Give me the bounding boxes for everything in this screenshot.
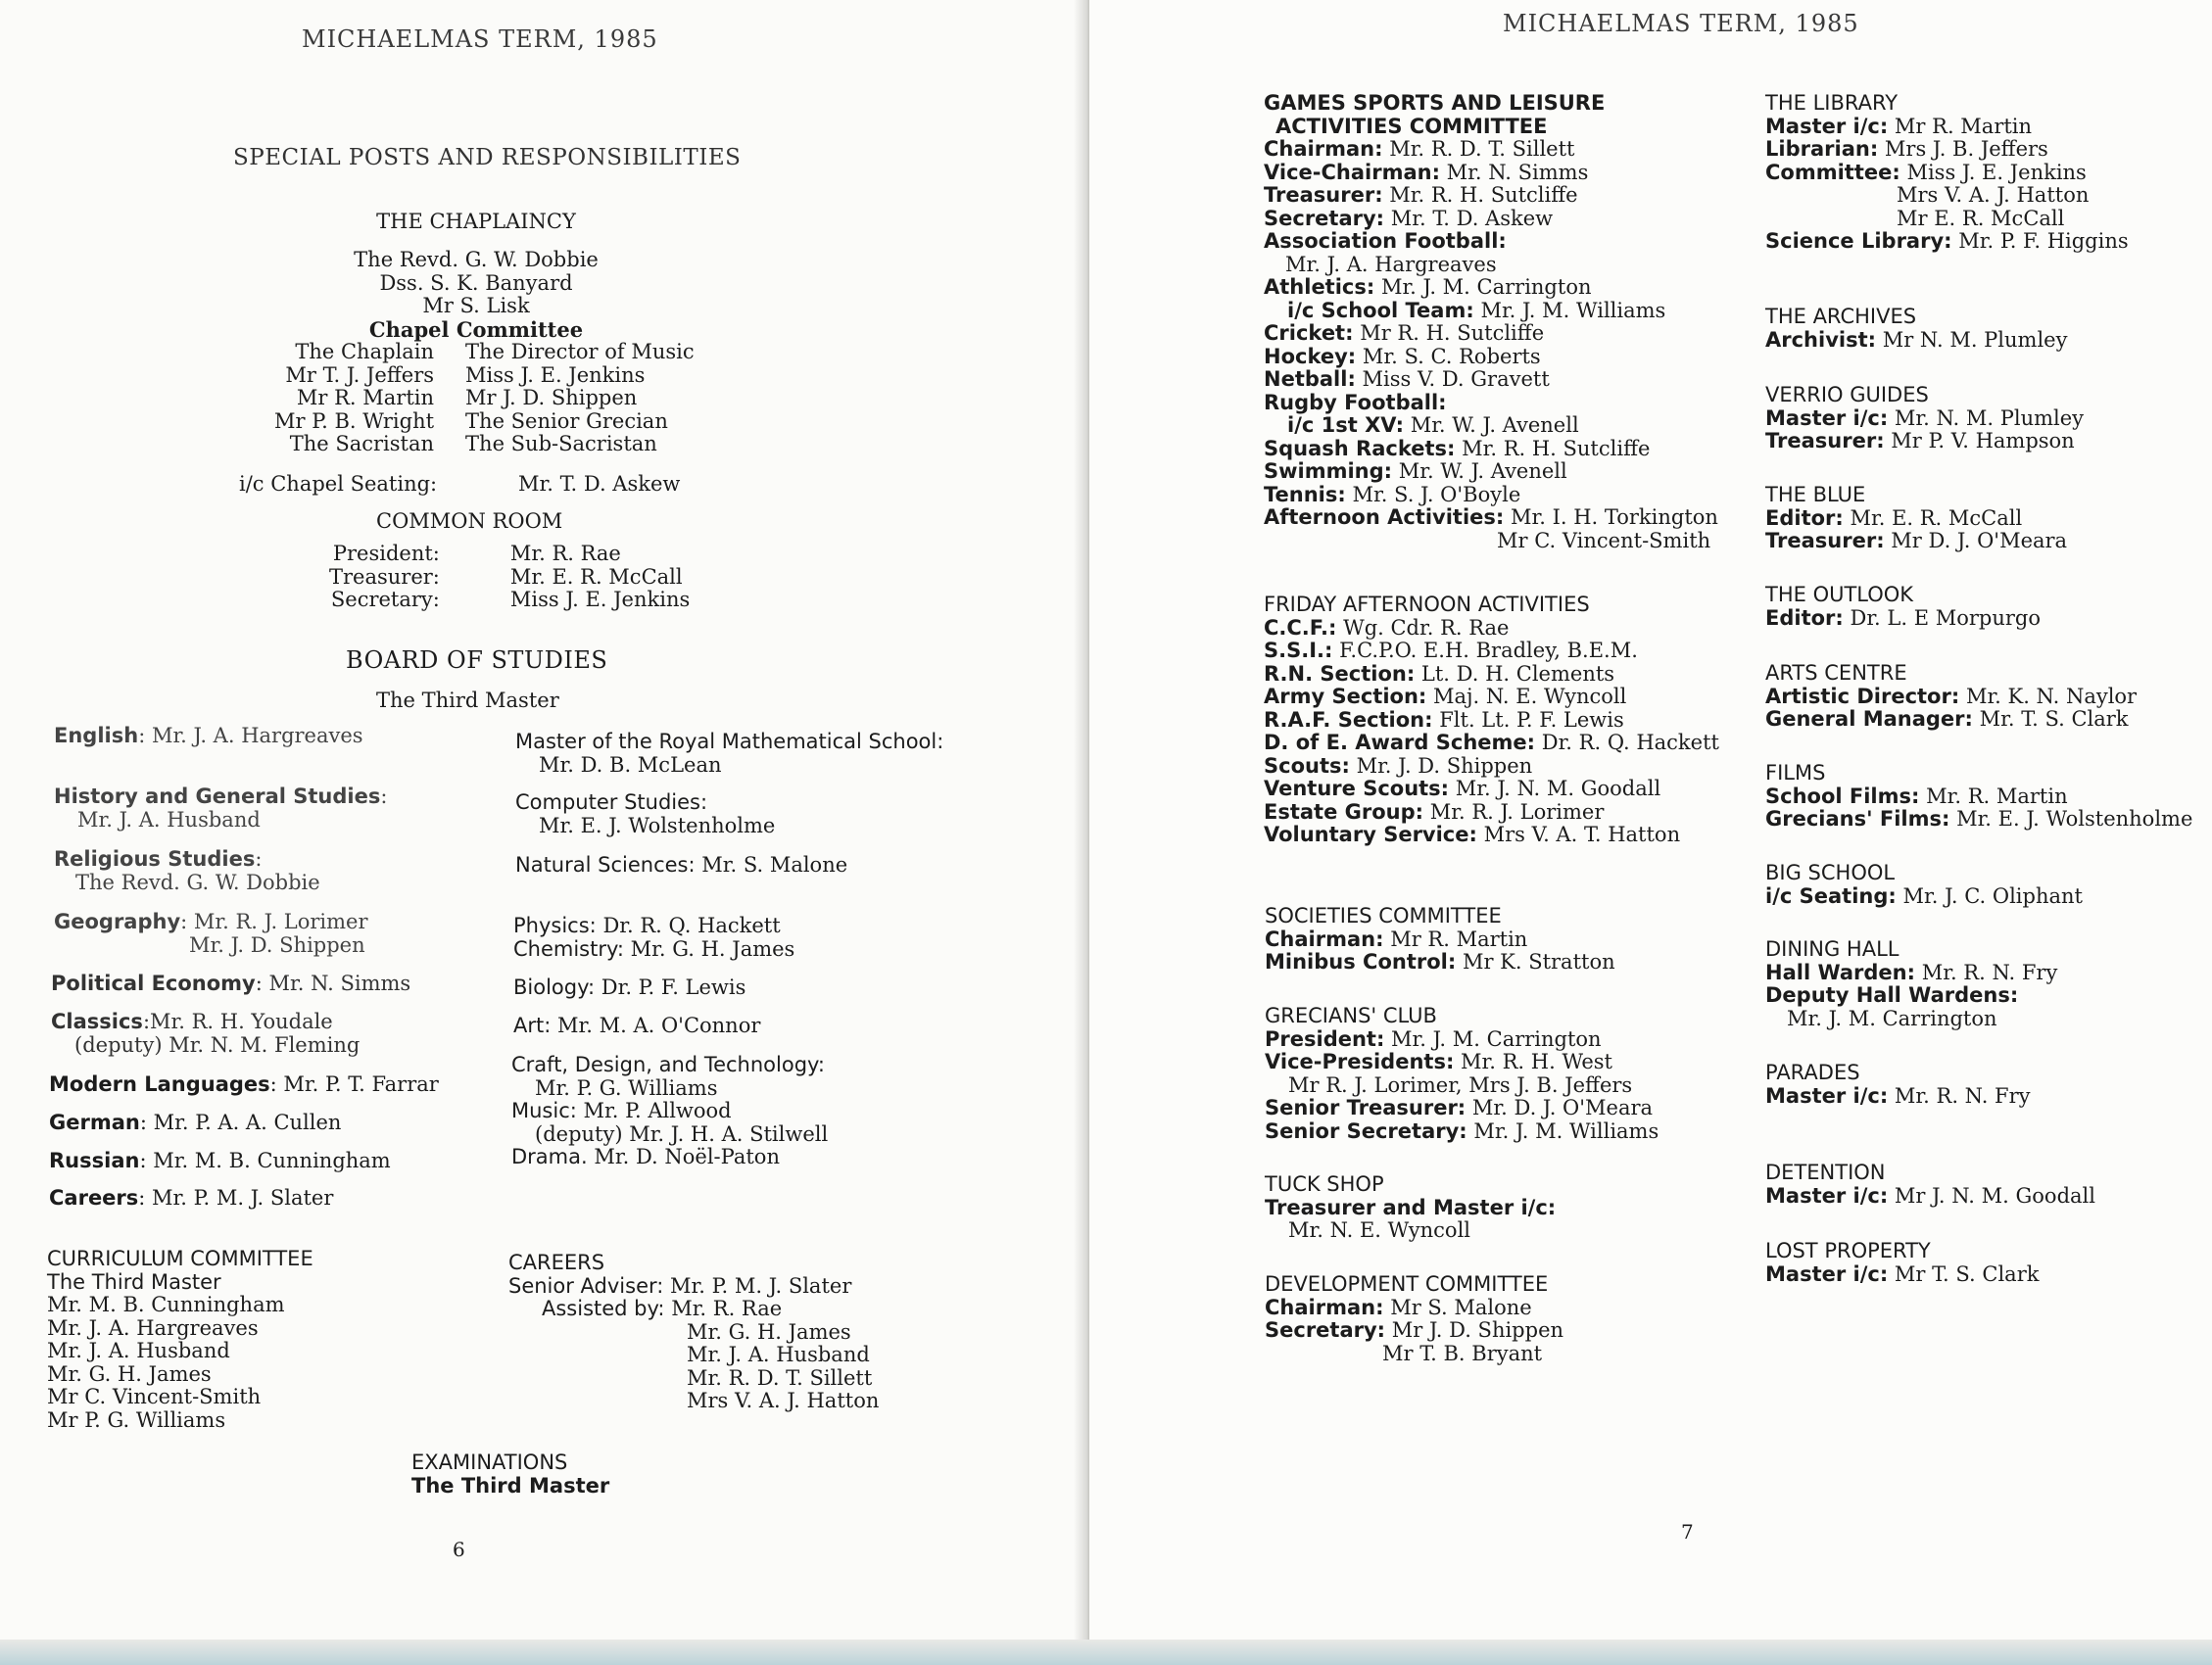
board-left-entry-classics: Classics:Mr. R. H. Youdale (deputy) Mr. N. M. Fleming	[51, 1010, 361, 1057]
chaplaincy-member: Mr S. Lisk	[422, 294, 530, 317]
page-number: 6	[453, 1538, 465, 1561]
subject-label: Russian	[49, 1149, 140, 1172]
subject-label: Art:	[513, 1014, 552, 1037]
examinations-heading: EXAMINATIONS	[411, 1451, 568, 1474]
subject-teacher: Mr. J. D. Shippen	[189, 932, 365, 957]
subject-teacher: Mr. S. Malone	[701, 853, 848, 877]
subject-label: Geography	[54, 910, 181, 933]
common-room-label: President:	[332, 542, 440, 565]
board-right-entry-physics-chemistry	[513, 915, 794, 961]
subject-label: Careers	[49, 1186, 139, 1210]
subject-label: Classics	[51, 1010, 143, 1033]
subject-teacher: Mr. D. Noël-Paton	[594, 1145, 780, 1168]
subject-label: Drama.	[511, 1145, 588, 1168]
common-room-value: Mr. R. Rae	[509, 542, 621, 565]
friday-heading: FRIDAY AFTERNOON ACTIVITIES	[1264, 593, 1590, 616]
curriculum-member: Mr. J. A. Hargreaves	[47, 1315, 259, 1340]
chapel-seating-label: i/c Chapel Seating:	[239, 472, 438, 496]
subject-teacher: (deputy) Mr. J. H. A. Stilwell	[535, 1121, 829, 1146]
dining-heading: DINING HALL	[1765, 937, 1899, 961]
committee-member: The Chaplain	[295, 340, 435, 363]
board-right-entry-art	[513, 1015, 760, 1038]
subject-teacher: (deputy) Mr. N. M. Fleming	[74, 1032, 361, 1057]
subject-teacher: Mr. J. A. Hargreaves	[151, 724, 363, 747]
careers-value: Mr. J. A. Husband	[687, 1343, 870, 1366]
blue-heading: THE BLUE	[1765, 483, 1866, 506]
careers-label: Assisted by:	[542, 1297, 665, 1320]
subject-teacher: Mr. M. A. O'Connor	[557, 1014, 761, 1037]
subject-label: Physics:	[513, 914, 597, 937]
subject-teacher: Mr. P. G. Williams	[535, 1075, 718, 1100]
subject-teacher: Dr. P. F. Lewis	[601, 975, 746, 999]
the-blue: THE BLUE Editor: Mr. E. R. McCall Treasurer: Mr D. J. O'Meara	[1765, 483, 2068, 552]
subject-label: English	[54, 724, 139, 747]
board-left-entry-modern-languages: Modern Languages: Mr. P. T. Farrar	[49, 1072, 439, 1096]
subject-label: Chemistry:	[513, 936, 624, 961]
careers-heading: CAREERS	[508, 1251, 605, 1274]
lost-property-heading: LOST PROPERTY	[1765, 1239, 1931, 1262]
chaplaincy-member: The Revd. G. W. Dobbie	[354, 248, 599, 271]
development-heading: DEVELOPMENT COMMITTEE	[1265, 1272, 1549, 1296]
careers-label: Senior Adviser:	[508, 1273, 664, 1298]
board-of-studies-subheading: The Third Master	[376, 689, 559, 712]
curriculum-committee	[47, 1248, 313, 1432]
common-room-value: Miss J. E. Jenkins	[509, 588, 691, 611]
page-header: MICHAELMAS TERM, 1985	[1503, 10, 1859, 37]
chaplaincy-member: Dss. S. K. Banyard	[379, 270, 573, 295]
committee-member: Mr R. Martin	[296, 386, 435, 409]
subject-teacher: Mr. G. H. James	[630, 936, 795, 961]
subject-label: Master of the Royal Mathematical School:	[515, 730, 944, 753]
right-page	[1089, 0, 2212, 1665]
committee-member: Mr T. J. Jeffers	[285, 362, 435, 387]
detention: DETENTION Master i/c: Mr J. N. M. Goodall	[1765, 1161, 2095, 1208]
subject-label: Modern Languages	[49, 1072, 270, 1096]
subject-label: History and General Studies	[54, 785, 381, 808]
left-page	[0, 0, 1085, 1665]
games-committee: GAMES SPORTS AND LEISURE ACTIVITIES COMMITTEE Chairman: Mr. R. D. T. Sillett Vice-Chairman: Mr. N. Simms Treasurer: Mr. R. H. Sutcliffe Secretary: Mr. T. D. Askew Association Football: Mr. J. A. Hargreaves Athletics: Mr. J. M. Carrington i/c School Team: Mr. J. M. Williams Cricket: Mr R. H. Sutcliffe Hockey: Mr. S. C. Roberts Netball: Miss V. D. Gravett Rugby Football: i/c 1st XV: Mr. W. J. Avenell Squash Rackets: Mr. R. H. Sutcliffe Swimming: Mr. W. J. Avenell Tennis: Mr. S. J. O'Boyle Afternoon Activities: Mr. I. H. Torkington Mr C. Vincent-Smith	[1264, 91, 1718, 552]
games-heading: GAMES SPORTS AND LEISURE	[1264, 91, 1606, 115]
careers-value: Mr. G. H. James	[687, 1319, 851, 1344]
library-heading: THE LIBRARY	[1765, 91, 1899, 115]
committee-member: The Director of Music	[465, 340, 695, 363]
grecians-club: GRECIANS' CLUB President: Mr. J. M. Carrington Vice-Presidents: Mr. R. H. West Mr R. J. Lorimer, Mrs J. B. Jeffers Senior Treasurer: Mr. D. J. O'Meara Senior Secretary: Mr. J. M. Williams	[1265, 1004, 1659, 1143]
careers-section	[508, 1252, 879, 1413]
subject-label: Music:	[511, 1099, 577, 1122]
big-school: BIG SCHOOL i/c Seating: Mr. J. C. Oliphant	[1765, 861, 2083, 908]
subject-teacher: Mr. P. T. Farrar	[283, 1072, 439, 1096]
big-school-heading: BIG SCHOOL	[1765, 861, 1896, 884]
common-room-heading: COMMON ROOM	[376, 509, 563, 533]
friday-activities: FRIDAY AFTERNOON ACTIVITIES C.C.F.: Wg. Cdr. R. Rae S.S.I.: F.C.P.O. E.H. Bradley, B.E.M. R.N. Section: Lt. D. H. Clements Army Section: Maj. N. E. Wyncoll R.A.F. Section: Flt. Lt. P. F. Lewis D. of E. Award Scheme: Dr. R. Q. Hackett Scouts: Mr. J. D. Shippen Venture Scouts: Mr. J. N. M. Goodall Estate Group: Mr. R. J. Lorimer Voluntary Service: Mrs V. A. T. Hatton	[1264, 593, 1719, 846]
subject-teacher: Mr. P. A. A. Cullen	[153, 1111, 342, 1134]
committee-member: Mr P. B. Wright	[274, 408, 435, 433]
archives-heading: THE ARCHIVES	[1765, 305, 1917, 328]
page-title: SPECIAL POSTS AND RESPONSIBILITIES	[233, 145, 742, 170]
curriculum-heading: CURRICULUM COMMITTEE	[47, 1247, 313, 1270]
chapel-seating-value: Mr. T. D. Askew	[518, 472, 681, 496]
subject-teacher: Mr. D. B. McLean	[539, 752, 722, 777]
chapel-committee-list	[274, 341, 695, 456]
subject-label: Biology:	[513, 975, 596, 999]
lost-property: LOST PROPERTY Master i/c: Mr T. S. Clark	[1765, 1239, 2040, 1286]
detention-heading: DETENTION	[1765, 1161, 1886, 1184]
parades: PARADES Master i/c: Mr. R. N. Fry	[1765, 1061, 2031, 1108]
subject-label: Natural Sciences:	[515, 853, 696, 877]
arts-centre: ARTS CENTRE Artistic Director: Mr. K. N. Naylor General Manager: Mr. T. S. Clark	[1765, 661, 2138, 731]
the-outlook: THE OUTLOOK Editor: Dr. L. E Morpurgo	[1765, 583, 2041, 630]
board-left-entry-careers: Careers: Mr. P. M. J. Slater	[49, 1186, 334, 1210]
subject-teacher: Mr. P. M. J. Slater	[152, 1186, 334, 1210]
careers-value: Mrs V. A. J. Hatton	[687, 1389, 880, 1412]
subject-label: Political Economy	[51, 972, 256, 995]
subject-label: German	[49, 1111, 140, 1134]
board-right-entry-cdt-music-drama	[511, 1054, 828, 1169]
board-right-entry-biology	[513, 976, 745, 1000]
subject-teacher: Mr. E. J. Wolstenholme	[539, 813, 776, 837]
verrio-heading: VERRIO GUIDES	[1765, 383, 1929, 406]
committee-member: Miss J. E. Jenkins	[465, 362, 646, 387]
careers-value: Mr. P. M. J. Slater	[670, 1273, 852, 1298]
films: FILMS School Films: Mr. R. Martin Grecians' Films: Mr. E. J. Wolstenholme	[1765, 761, 2193, 831]
development-committee: DEVELOPMENT COMMITTEE Chairman: Mr S. Malone Secretary: Mr J. D. Shippen Mr T. B. Bryant	[1265, 1272, 1564, 1365]
careers-value: Mr. R. D. T. Sillett	[687, 1365, 873, 1390]
societies-heading: SOCIETIES COMMITTEE	[1265, 904, 1502, 928]
films-heading: FILMS	[1765, 761, 1826, 785]
careers-value: Mr. R. Rae	[671, 1297, 783, 1320]
chaplaincy-members	[0, 249, 952, 341]
examinations-section	[411, 1451, 609, 1498]
common-room-list	[329, 543, 690, 612]
subject-teacher: Mr. P. Allwood	[583, 1099, 732, 1122]
the-archives: THE ARCHIVES Archivist: Mr N. M. Plumley	[1765, 305, 2068, 352]
committee-member: The Sacristan	[289, 432, 435, 455]
board-right-entry-computer	[515, 791, 775, 837]
verrio-guides: VERRIO GUIDES Master i/c: Mr. N. M. Plumley Treasurer: Mr P. V. Hampson	[1765, 383, 2085, 452]
subject-teacher: The Revd. G. W. Dobbie	[75, 870, 320, 894]
examinations-lead: The Third Master	[411, 1473, 610, 1498]
subject-teacher: Mr. J. A. Husband	[77, 807, 261, 832]
subject-teacher: Mr. R. J. Lorimer	[193, 910, 368, 933]
common-room-label: Treasurer:	[329, 564, 440, 589]
board-left-entry-political: Political Economy: Mr. N. Simms	[51, 972, 411, 995]
subject-teacher: Mr. N. Simms	[268, 972, 411, 995]
board-left-entry-russian: Russian: Mr. M. B. Cunningham	[49, 1149, 391, 1172]
subject-label: Computer Studies:	[515, 790, 708, 814]
board-left-entry-german: German: Mr. P. A. A. Cullen	[49, 1111, 342, 1134]
tuck-shop: TUCK SHOP Treasurer and Master i/c: Mr. N. E. Wyncoll	[1265, 1172, 1557, 1242]
common-room-label: Secretary:	[330, 588, 440, 611]
board-right-entry-rms	[515, 731, 943, 777]
curriculum-member: Mr C. Vincent-Smith	[47, 1385, 262, 1408]
committee-member: The Senior Grecian	[465, 408, 668, 433]
games-heading: ACTIVITIES COMMITTEE	[1275, 114, 1548, 138]
chapel-committee-heading: Chapel Committee	[368, 316, 584, 342]
parades-heading: PARADES	[1765, 1061, 1860, 1084]
page-header: MICHAELMAS TERM, 1985	[302, 25, 658, 53]
page-number: 7	[1681, 1520, 1694, 1544]
outlook-heading: THE OUTLOOK	[1765, 583, 1914, 606]
curriculum-member: Mr. M. B. Cunningham	[47, 1293, 285, 1316]
tuck-shop-heading: TUCK SHOP	[1265, 1172, 1384, 1196]
subject-teacher: Dr. R. Q. Hackett	[602, 914, 781, 937]
societies-committee: SOCIETIES COMMITTEE Chairman: Mr R. Martin Minibus Control: Mr K. Stratton	[1265, 904, 1615, 974]
curriculum-member: Mr P. G. Williams	[47, 1407, 226, 1432]
board-left-entry-geography: Geography: Mr. R. J. Lorimer Mr. J. D. Shippen	[54, 910, 368, 957]
committee-member: Mr J. D. Shippen	[465, 386, 638, 409]
page-bottom-edge	[0, 1640, 2212, 1665]
subject-label: Craft, Design, and Technology:	[511, 1053, 825, 1076]
grecians-heading: GRECIANS' CLUB	[1265, 1004, 1437, 1027]
board-right-entry-natural-sciences	[515, 854, 847, 878]
chaplaincy-heading: THE CHAPLAINCY	[376, 210, 576, 233]
subject-label: Religious Studies	[54, 847, 256, 871]
arts-heading: ARTS CENTRE	[1765, 661, 1907, 685]
board-left-entry-history: History and General Studies: Mr. J. A. Husband	[54, 785, 388, 832]
board-left-entry-english: English: Mr. J. A. Hargreaves	[54, 724, 363, 747]
the-library: THE LIBRARY Master i/c: Mr R. Martin Librarian: Mrs J. B. Jeffers Committee: Miss J. E. Jenkins Mrs V. A. J. Hatton Mr E. R. McCall Science Library: Mr. P. F. Higgins	[1765, 91, 2129, 253]
board-left-entry-religious: Religious Studies: The Revd. G. W. Dobbie	[54, 847, 320, 894]
committee-member: The Sub-Sacristan	[465, 432, 657, 455]
board-of-studies-heading: BOARD OF STUDIES	[346, 646, 608, 674]
curriculum-member: Mr. G. H. James	[47, 1361, 212, 1386]
common-room-value: Mr. E. R. McCall	[509, 564, 683, 589]
subject-teacher: Mr. M. B. Cunningham	[153, 1149, 391, 1172]
curriculum-lead: The Third Master	[47, 1269, 221, 1294]
subject-teacher: Mr. R. H. Youdale	[150, 1010, 333, 1033]
curriculum-member: Mr. J. A. Husband	[47, 1339, 230, 1362]
dining-hall: DINING HALL Hall Warden: Mr. R. N. Fry Deputy Hall Wardens: Mr. J. M. Carrington	[1765, 937, 2058, 1030]
